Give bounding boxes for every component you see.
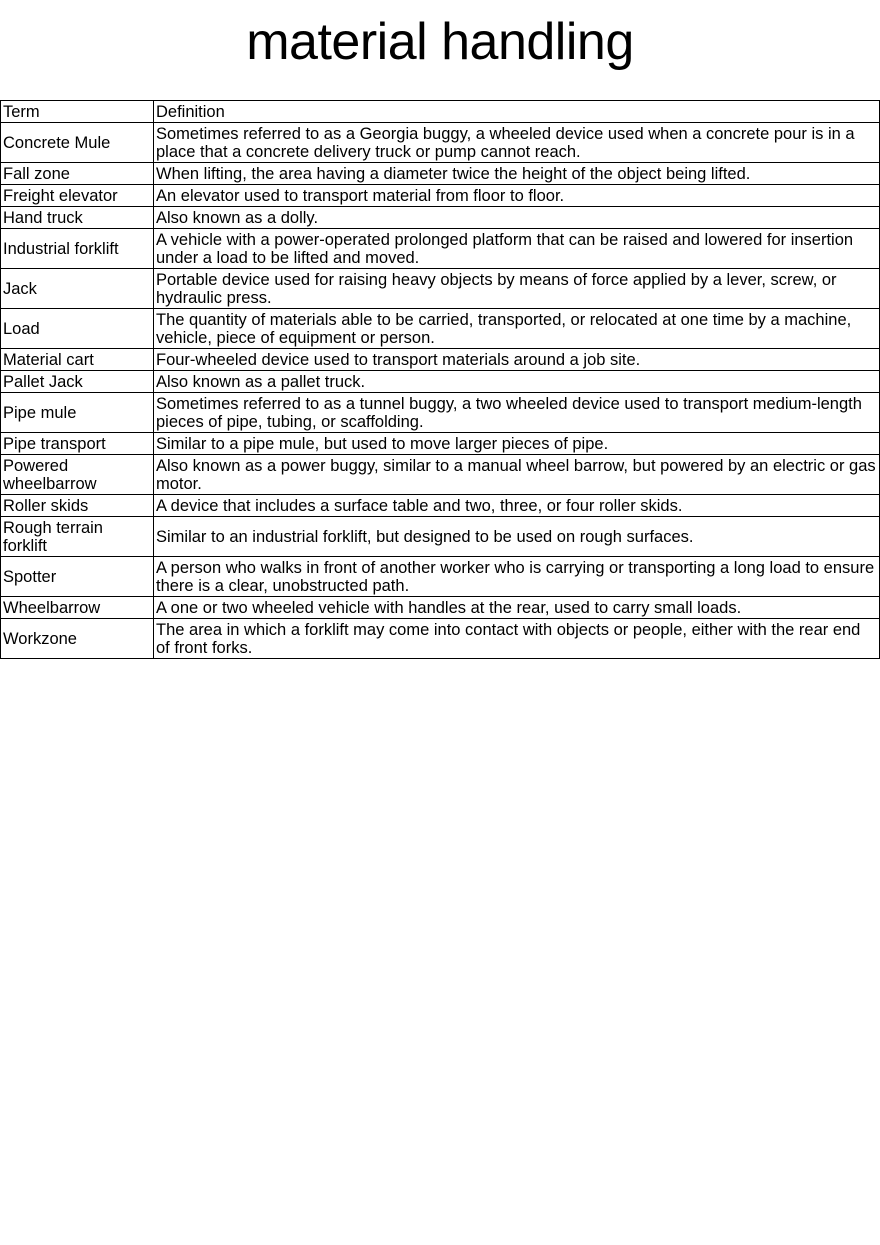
- definition-cell: Four-wheeled device used to transport materials around a job site.: [154, 349, 880, 371]
- table-row: [1, 557, 880, 597]
- table-row: [1, 433, 880, 455]
- definition-cell: A device that includes a surface table and two, three, or four roller skids.: [154, 495, 880, 517]
- definition-cell: Also known as a power buggy, similar to a manual wheel barrow, but powered by an electric or gas motor.: [154, 455, 880, 495]
- term-cell: Load: [1, 309, 154, 349]
- term-cell: Hand truck: [1, 207, 154, 229]
- table-row: [1, 123, 880, 163]
- term-cell: Pipe transport: [1, 433, 154, 455]
- definition-cell: Sometimes referred to as a Georgia buggy, a wheeled device used when a concrete pour is in a place that a concrete delivery truck or pump cannot reach.: [154, 123, 880, 163]
- table-row: [1, 309, 880, 349]
- definition-cell: A vehicle with a power-operated prolonged platform that can be raised and lowered for insertion under a load to be lifted and moved.: [154, 229, 880, 269]
- definition-cell: When lifting, the area having a diameter twice the height of the object being lifted.: [154, 163, 880, 185]
- definition-cell: Similar to an industrial forklift, but designed to be used on rough surfaces.: [154, 517, 880, 557]
- term-cell: Spotter: [1, 557, 154, 597]
- table-row: [1, 455, 880, 495]
- table-row: [1, 185, 880, 207]
- table-row: [1, 393, 880, 433]
- term-cell: Material cart: [1, 349, 154, 371]
- table-row: [1, 495, 880, 517]
- term-cell: Fall zone: [1, 163, 154, 185]
- definition-cell: A one or two wheeled vehicle with handles at the rear, used to carry small loads.: [154, 597, 880, 619]
- definition-cell: Similar to a pipe mule, but used to move larger pieces of pipe.: [154, 433, 880, 455]
- definition-cell: Portable device used for raising heavy objects by means of force applied by a lever, screw, or hydraulic press.: [154, 269, 880, 309]
- definition-cell: Sometimes referred to as a tunnel buggy, a two wheeled device used to transport medium-length pieces of pipe, tubing, or scaffolding.: [154, 393, 880, 433]
- term-cell: Workzone: [1, 619, 154, 659]
- term-cell: Freight elevator: [1, 185, 154, 207]
- term-cell: Powered wheelbarrow: [1, 455, 154, 495]
- term-cell: Concrete Mule: [1, 123, 154, 163]
- table-row: [1, 517, 880, 557]
- table-row: [1, 597, 880, 619]
- table-row: [1, 269, 880, 309]
- term-cell: Pallet Jack: [1, 371, 154, 393]
- table-header-row: [1, 101, 880, 123]
- definition-cell: Also known as a dolly.: [154, 207, 880, 229]
- table-row: [1, 207, 880, 229]
- term-cell: Jack: [1, 269, 154, 309]
- definition-cell: The area in which a forklift may come into contact with objects or people, either with the rear end of front forks.: [154, 619, 880, 659]
- table-row: [1, 163, 880, 185]
- term-cell: Roller skids: [1, 495, 154, 517]
- term-cell: Rough terrain forklift: [1, 517, 154, 557]
- column-header-term: Term: [1, 101, 154, 123]
- definition-cell: The quantity of materials able to be carried, transported, or relocated at one time by a machine, vehicle, piece of equipment or person.: [154, 309, 880, 349]
- table-row: [1, 619, 880, 659]
- definition-cell: An elevator used to transport material from floor to floor.: [154, 185, 880, 207]
- glossary-table: [0, 100, 880, 659]
- definition-cell: Also known as a pallet truck.: [154, 371, 880, 393]
- term-cell: Wheelbarrow: [1, 597, 154, 619]
- term-cell: Pipe mule: [1, 393, 154, 433]
- table-row: [1, 349, 880, 371]
- table-row: [1, 371, 880, 393]
- page-title: material handling: [246, 13, 634, 71]
- term-cell: Industrial forklift: [1, 229, 154, 269]
- definition-cell: A person who walks in front of another worker who is carrying or transporting a long load to ensure there is a clear, unobstructed path.: [154, 557, 880, 597]
- table-row: [1, 229, 880, 269]
- column-header-definition: Definition: [154, 101, 880, 123]
